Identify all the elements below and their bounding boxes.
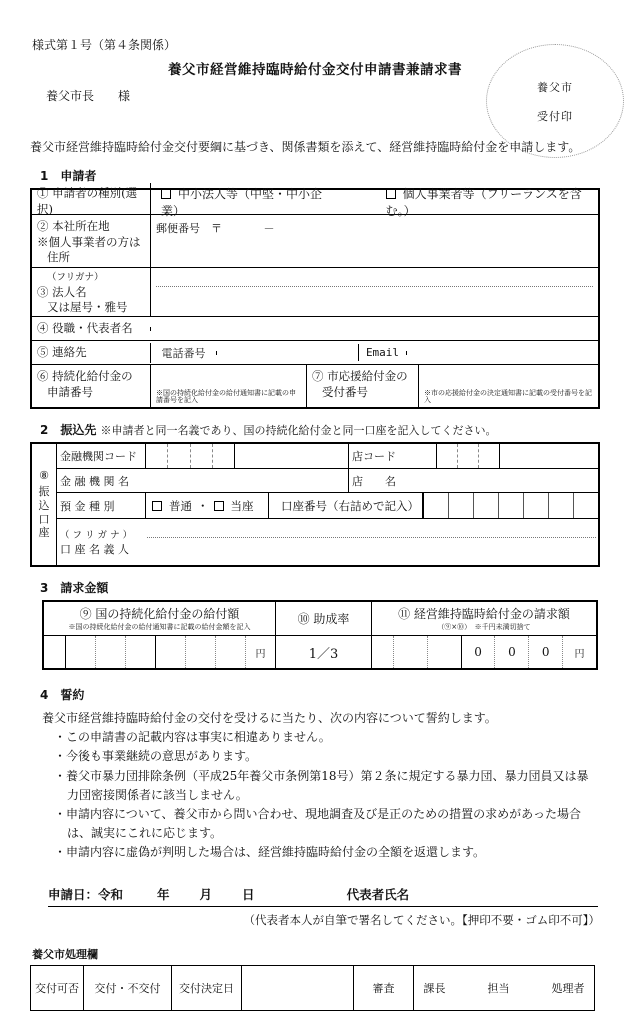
checkbox-small-corporation[interactable] [161,189,171,199]
billing-table [42,600,598,670]
day-label: 日 [242,886,255,902]
processor-label: 処理者 [551,981,585,995]
claim-amount-title: ⑪ 経営維持臨時給付金の請求額 [398,607,570,621]
applicant-type-label: ① 申請者の種別(選択) [37,186,138,216]
head-office-label-line1: ② 本社所在地 [37,219,110,233]
postal-code-dash: － [263,222,275,235]
bank-code-digit-box[interactable] [146,444,167,468]
company-name-label [32,268,150,316]
jizokuka-label-line2: 申請番号 [47,384,93,399]
representative-row [32,316,598,340]
yen-unit: 円 [562,636,596,668]
branch-name-field[interactable] [436,469,598,492]
head-office-label-line3: 住所 [47,250,70,265]
section1-heading: 1 申請者 [40,169,97,183]
oath-item: ・養父市暴力団排除条例（平成25年養父市条例第18号）第２条に規定する暴力団、暴力団員又は暴力団密接関係者に該当しません。 [54,768,589,802]
year-label: 年 [157,886,170,902]
contact-row [32,340,598,364]
reception-stamp-circle [486,44,624,158]
amount-cell[interactable] [185,636,215,668]
checkbox-sole-proprietor[interactable] [386,189,396,199]
national-grant-note: ※国の持続化給付金の給付通知書に記載の給付金額を記入 [68,623,251,631]
bank-code-label: 金融機関コード [60,450,137,463]
review-label: 審査 [353,966,413,1010]
amount-cell[interactable] [427,636,461,668]
applicant-type-row [32,186,598,218]
addressee: 養父市長 様 [46,89,131,103]
amount-cell[interactable] [44,636,65,668]
stamp-city-label: 養父市 [537,80,573,94]
fixed-zero-digit: 0 [528,636,562,668]
billing-header-row [44,602,596,635]
amount-cell[interactable] [125,636,155,668]
deposit-type-options [145,493,269,518]
bank-code-digit-box[interactable] [190,444,212,468]
branch-name-label: 店 名 [348,469,436,492]
account-row [57,492,598,518]
representative-label: ④ 役職・代表者名 [37,320,133,335]
city-grant-label-line2: 受付番号 [322,384,368,399]
national-grant-header [44,602,275,635]
contact-label: ⑤ 連絡先 [37,344,87,359]
account-digit-box[interactable] [448,493,473,518]
account-holder-field[interactable] [145,519,598,565]
option-small-corporation [161,185,331,219]
section4-heading: 4 誓約 [40,688,85,702]
application-date-label: 申請日：令和 [48,886,124,902]
oath-item: ・今後も事業継続の意思があります。 [54,749,258,764]
postal-code-label: 郵便番号 〒 [156,222,222,235]
transfer-table [30,442,600,567]
head-office-address-field[interactable] [150,215,598,267]
deposit-type-label: 預 金 種 別 [60,499,115,513]
amount-cell[interactable] [95,636,125,668]
account-digit-box[interactable] [423,493,448,518]
city-grant-number-label [306,365,418,407]
option-sole-proprietor [386,185,593,219]
city-grant-number-field[interactable] [418,365,598,407]
amount-cell[interactable] [155,636,185,668]
oath-intro: 養父市経営維持臨時給付金の交付を受けるに当たり、次の内容について誓約します。 [42,711,497,725]
month-label: 月 [199,886,213,902]
national-grant-title: ⑨ 国の持続化給付金の給付額 [79,607,240,621]
bank-code-digit-box[interactable] [212,444,234,468]
section2-heading [40,421,630,438]
oath-body [42,709,600,863]
checkbox-current[interactable] [214,501,224,511]
phone-label: 電話番号 [150,343,216,363]
bank-code-digit-box[interactable] [167,444,189,468]
section3-heading: 3 請求金額 [40,581,109,595]
account-number-field[interactable] [422,493,598,518]
subsidy-rate-value: 1／3 [275,636,371,668]
account-digit-box[interactable] [573,493,598,518]
jizokuka-number-field[interactable] [150,365,306,407]
bank-name-field[interactable] [145,469,348,492]
account-holder-label [57,519,145,565]
jizokuka-number-label [32,365,150,407]
section-chief-label: 課長 [423,981,446,995]
billing-value-row [44,635,596,668]
bank-code-row [57,444,598,468]
representative-signature-label: 代表者氏名 [346,886,410,902]
company-furigana-field[interactable] [156,270,593,287]
account-digit-box[interactable] [548,493,573,518]
page-title: 養父市経営維持臨時給付金交付申請書兼請求書 [168,62,462,78]
transfer-table-main [56,444,598,565]
oath-item: ・申請内容に虚偽が判明した場合は、経営維持臨時給付金の全額を返還します。 [54,845,486,860]
bank-code-field[interactable] [145,444,235,468]
section2-heading-note: ※申請者と同一名義であり、国の持続化給付金と同一口座を記入してください。 [100,424,497,437]
processing-table [30,965,595,1011]
claim-amount-field[interactable] [371,636,596,668]
head-office-label-line2: ※個人事業者の方は [37,234,141,249]
holder-label-text: 口 座 名 義 人 [60,543,129,556]
account-number-label: 口座番号（右詰めで記入） [281,498,419,513]
spacer [500,444,598,468]
representative-field[interactable] [150,327,598,331]
spacer [235,444,348,468]
amount-cell[interactable] [65,636,95,668]
signature-note: （代表者本人が自筆で署名してください。【押印不要・ゴム印不可】） [243,912,600,927]
company-name-row [32,267,598,316]
branch-code-digit-box[interactable] [457,444,478,468]
subsidy-rate-title: ⑩ 助成率 [297,612,350,626]
deposit-current-option [214,498,254,514]
application-form-page [0,36,630,995]
person-in-charge-label: 担当 [487,981,510,995]
amount-cell[interactable] [215,636,245,668]
email-field[interactable] [406,351,598,355]
deposit-separator: ・ [197,498,209,513]
bank-name-row [57,468,598,492]
deposit-ordinary-label: 普通 [169,498,192,513]
processing-section-title: 養父市処理欄 [32,947,98,961]
phone-field[interactable] [216,351,358,355]
email-label: Email [358,344,406,361]
amount-cell[interactable] [393,636,427,668]
bank-name-label: 金 融 機 関 名 [60,474,129,488]
applicant-table [30,188,600,409]
deposit-current-label: 当座 [230,498,254,513]
checkbox-ordinary[interactable] [152,501,162,511]
jizokuka-note: ※国の持続化給付金の給付通知書に記載の申請番号を記入 [156,388,296,405]
claim-amount-header [371,602,596,635]
head-office-row [32,214,598,267]
account-digit-box[interactable] [498,493,523,518]
branch-code-label: 店コード [348,444,436,468]
holder-furigana-field[interactable] [147,519,596,538]
intro-text: 養父市経営維持臨時給付金交付要綱に基づき、関係書類を添えて、経営維持臨時給付金を申請します。 [30,140,581,154]
deposit-ordinary-option [152,498,192,514]
jizokuka-label-line1: ⑥ 持続化給付金の [37,369,133,383]
head-office-label [32,215,150,267]
oath-item: ・申請内容について、養父市から問い合わせ、現地調査及び是正のための措置の求めがあった場合は、誠実にこれに応じます。 [54,806,582,841]
grant-numbers-row [32,364,598,407]
decision-date-label: 交付決定日 [171,966,241,1010]
branch-code-field[interactable] [436,444,500,468]
city-grant-note: ※市の応援給付金の決定通知書に記載の受付番号を記入 [424,388,592,405]
fixed-zero-digit: 0 [461,636,495,668]
transfer-side-label [32,444,56,565]
branch-code-digit-box[interactable] [478,444,499,468]
company-name-label-line2: 又は屋号・雅号 [47,300,128,315]
stamp-seal-label: 受付印 [537,109,573,123]
fixed-zero-digit: 0 [494,636,528,668]
oath-item: ・この申請書の記載内容は事実に相違ありません。 [54,730,331,745]
city-grant-label-line1: ⑦ 市応援給付金の [312,369,408,383]
subsidy-rate-header [275,602,371,635]
approval-stamps-cell[interactable] [413,966,594,1010]
account-holder-row [57,518,598,565]
transfer-side-number: ⑧ [39,469,49,482]
company-name-label-line1: ③ 法人名 [37,284,87,299]
option-sole-proprietor-label: 個人事業者等（フリーランスを含む。） [385,187,582,218]
holder-furigana-label: （ フ リ ガ ナ ） [60,530,133,541]
form-code: 様式第１号（第４条関係） [32,38,177,52]
account-digit-box[interactable] [473,493,498,518]
transfer-side-text: 振込口座 [38,485,50,540]
national-grant-amount-field[interactable] [44,636,275,668]
amount-cell[interactable] [372,636,393,668]
grant-decision-label: 交付可否 [35,981,79,995]
branch-code-digit-box[interactable] [437,444,457,468]
account-digit-box[interactable] [523,493,548,518]
company-furigana-label: （フリガナ） [47,272,104,283]
company-name-field[interactable] [150,268,598,316]
decision-date-field[interactable] [241,966,353,1010]
claim-amount-note: （⑨×⑩） ※千円未満切捨て [437,623,531,631]
application-date-line[interactable] [48,885,598,907]
postal-code-line [156,217,593,236]
option-small-corporation-label: 中小法人等（中堅・中小企業） [161,187,323,218]
yen-unit: 円 [245,636,275,668]
grant-or-not-label: 交付・不交付 [83,966,171,1010]
section2-heading-text: 2 振込先 [40,423,97,437]
